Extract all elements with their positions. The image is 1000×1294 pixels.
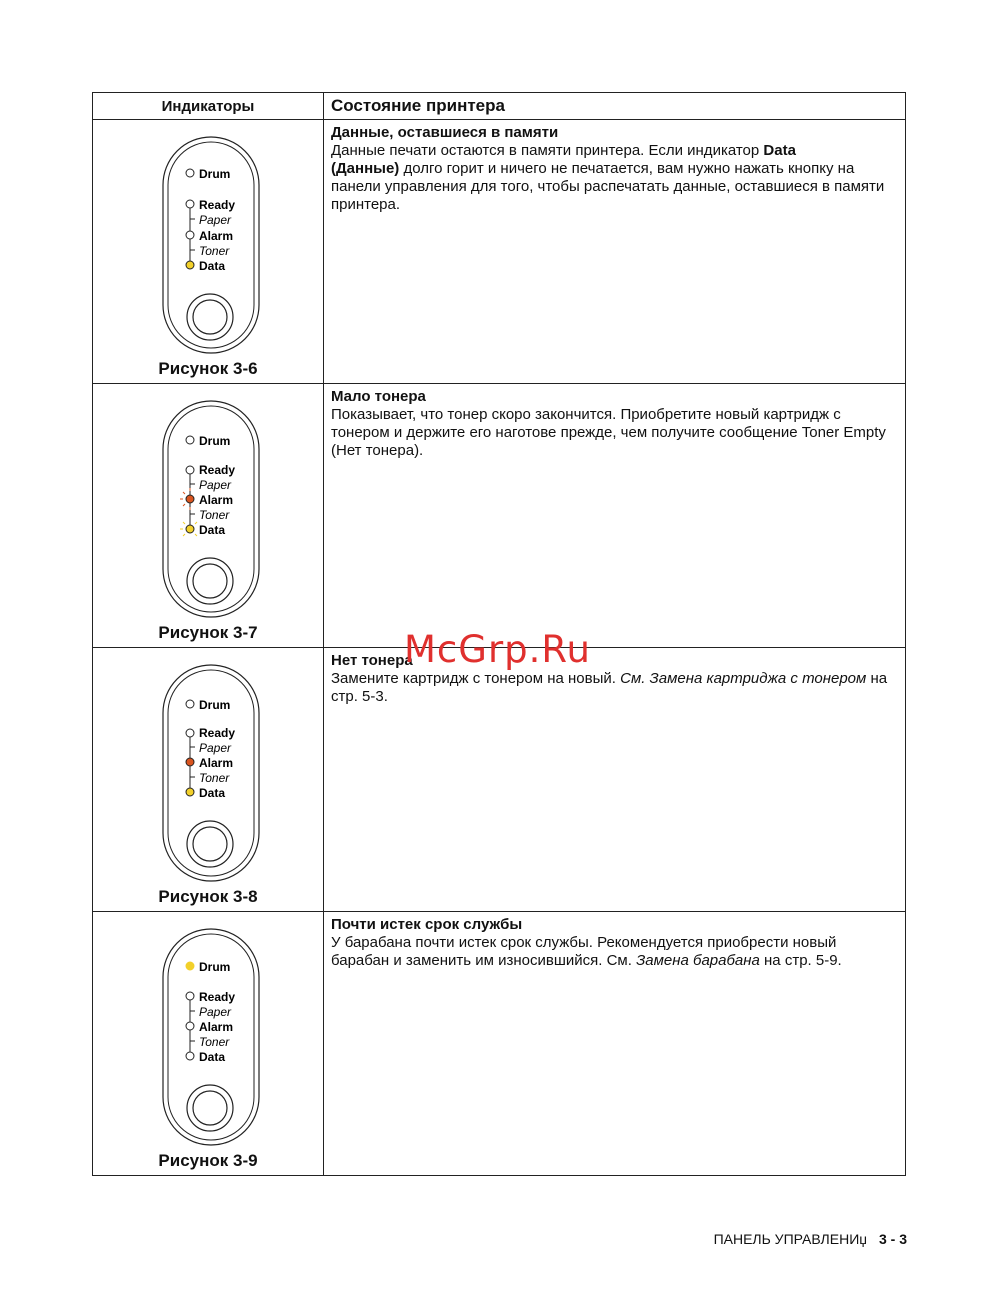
data-led-icon: [186, 788, 194, 796]
ready-label: Ready: [199, 726, 236, 740]
ready-label: Ready: [199, 198, 236, 212]
status-title: Мало тонера: [331, 388, 426, 405]
alarm-label: Alarm: [199, 1020, 234, 1034]
table-row: [93, 384, 906, 648]
status-title: Данные, оставшиеся в памяти: [331, 124, 559, 141]
drum-led-icon: [186, 436, 194, 444]
indicator-cell: [93, 384, 324, 648]
go-button-icon: [187, 294, 233, 340]
page-number: 3 - 3: [878, 1231, 907, 1247]
drum-led-icon: [186, 700, 194, 708]
ready-led-icon: [186, 729, 194, 737]
drum-led-icon: [186, 169, 194, 177]
data-led-icon: [186, 525, 194, 533]
indicator-cell: [93, 120, 324, 384]
ready-led-icon: [186, 200, 194, 208]
ready-led-icon: [186, 992, 194, 1000]
indicator-cell: [93, 648, 324, 912]
paper-label: Paper: [199, 478, 232, 492]
status-description: [324, 384, 906, 648]
data-label: Data: [199, 523, 226, 537]
header-indicators: Индикаторы: [93, 93, 324, 120]
alarm-led-icon: [186, 1022, 194, 1030]
alarm-led-icon: [186, 758, 194, 766]
table-row: [93, 912, 906, 1176]
control-panel-figure-3-9: [143, 926, 279, 1148]
status-description: [324, 648, 906, 912]
go-button-icon: [187, 821, 233, 867]
drum-label: Drum: [199, 960, 231, 974]
toner-label: Toner: [199, 508, 230, 522]
footer-section-title: ПАНЕЛЬ УПРАВЛЕНИџ: [713, 1231, 867, 1247]
alarm-led-icon: [186, 495, 194, 503]
drum-label: Drum: [199, 167, 231, 181]
go-button-icon: [187, 558, 233, 604]
toner-label: Toner: [199, 771, 230, 785]
watermark: McGrp.Ru: [404, 628, 591, 671]
status-description: [324, 912, 906, 1176]
toner-label: Toner: [199, 1035, 230, 1049]
go-button-icon: [187, 1085, 233, 1131]
paper-label: Paper: [199, 1005, 232, 1019]
status-title: Нет тонера: [331, 652, 413, 669]
figure-caption: Рисунок 3-8: [158, 887, 258, 906]
paper-label: Paper: [199, 741, 232, 755]
ready-led-icon: [186, 466, 194, 474]
control-panel-figure-3-8: [143, 662, 279, 884]
toner-label: Toner: [199, 244, 230, 258]
control-panel-figure-3-7: [143, 398, 279, 620]
status-body: Замените картридж с тонером на новый. См. Замена картриджа с тонером на стр. 5-3.: [331, 670, 888, 705]
alarm-label: Alarm: [199, 756, 234, 770]
status-title: Почти истек срок службы: [331, 916, 523, 933]
status-description: [324, 120, 906, 384]
table-header-row: [93, 93, 906, 120]
status-body: Показывает, что тонер скоро закончится. Приобретите новый картридж с тонером и держите его наготове прежде, чем получите сообщение Toner Empty (Нет тонера).: [331, 406, 886, 459]
data-label: Data: [199, 786, 226, 800]
indicator-cell: [93, 912, 324, 1176]
data-label: Data: [199, 259, 226, 273]
table-row: [93, 648, 906, 912]
ready-label: Ready: [199, 463, 236, 477]
figure-caption: Рисунок 3-6: [158, 359, 258, 378]
alarm-led-icon: [186, 231, 194, 239]
control-panel-figure-3-6: [143, 134, 279, 356]
drum-label: Drum: [199, 434, 231, 448]
figure-caption: Рисунок 3-7: [158, 623, 258, 642]
drum-led-icon: [186, 962, 194, 970]
status-body: Данные печати остаются в памяти принтера. Если индикатор Data (Данные) долго горит и ничего не печатается, вам нужно нажать кнопку на панели управления для того, чтобы распечатать данные, оставшиеся в памяти принтера.: [331, 142, 885, 213]
data-led-icon: [186, 1052, 194, 1060]
status-body: У барабана почти истек срок службы. Рекомендуется приобрести новый барабан и заменить им износившийся. См. Замена барабана на стр. 5-9.: [331, 934, 842, 969]
header-printer-status: Состояние принтера: [324, 93, 906, 120]
drum-label: Drum: [199, 698, 231, 712]
ready-label: Ready: [199, 990, 236, 1004]
page-footer: [714, 1231, 907, 1247]
alarm-label: Alarm: [199, 229, 234, 243]
data-label: Data: [199, 1050, 226, 1064]
figure-caption: Рисунок 3-9: [158, 1151, 258, 1170]
paper-label: Paper: [199, 213, 232, 227]
table-row: [93, 120, 906, 384]
data-led-icon: [186, 261, 194, 269]
alarm-label: Alarm: [199, 493, 234, 507]
